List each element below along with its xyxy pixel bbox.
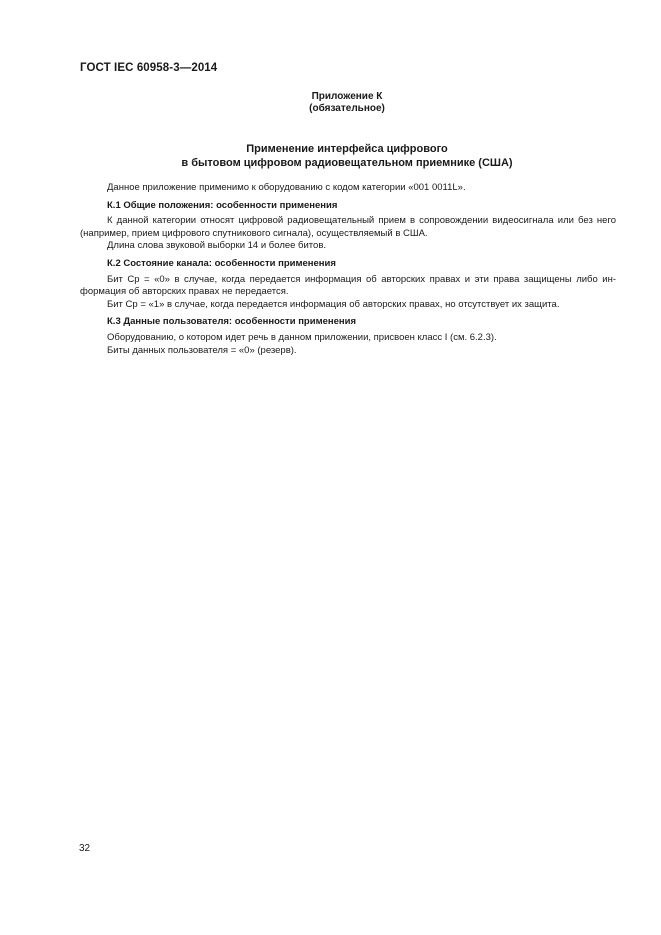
section-paragraph: Бит Cp = «0» в случае, когда передается информация об авторских правах и эти права защищены либо ин-формация об авторских правах не передается. xyxy=(80,273,616,298)
standard-designation: ГОСТ IEC 60958-3—2014 xyxy=(80,62,218,74)
section-paragraph: Оборудованию, о котором идет речь в данном приложении, присвоен класс I (см. 6.2.3). xyxy=(107,331,497,343)
section-heading: К.1 Общие положения: особенности применения xyxy=(107,199,338,211)
annex-title xyxy=(120,142,574,170)
page-number: 32 xyxy=(79,843,91,854)
intro-paragraph: Данное приложение применимо к оборудованию с кодом категории «001 0011L». xyxy=(107,182,466,193)
section-paragraph: Длина слова звуковой выборки 14 и более битов. xyxy=(107,240,327,252)
section-paragraph: Бит Cp = «1» в случае, когда передается информация об авторских правах, но отсутствует их защита. xyxy=(107,298,560,310)
section-paragraph: К данной категории относят цифровой радиовещательный прием в сопровождении видеосигнала или без него (например, прием цифрового спутникового сигнала), осуществляемый в США. xyxy=(80,215,616,239)
annex-body xyxy=(80,182,616,357)
section-k2 xyxy=(80,258,616,311)
title-line-1: Применение интерфейса цифрового xyxy=(246,143,448,155)
annex-heading xyxy=(300,91,394,115)
section-k3 xyxy=(80,316,616,357)
section-heading: К.2 Состояние канала: особенности применения xyxy=(107,257,336,269)
annex-label: Приложение К xyxy=(311,91,383,102)
section-heading: К.3 Данные пользователя: особенности применения xyxy=(107,316,357,328)
annex-status: (обязательное) xyxy=(309,103,385,114)
section-k1 xyxy=(80,200,616,253)
section-paragraph: Биты данных пользователя = «0» (резерв). xyxy=(107,344,297,356)
title-line-2: в бытовом цифровом радиовещательном приемнике (США) xyxy=(181,157,513,169)
